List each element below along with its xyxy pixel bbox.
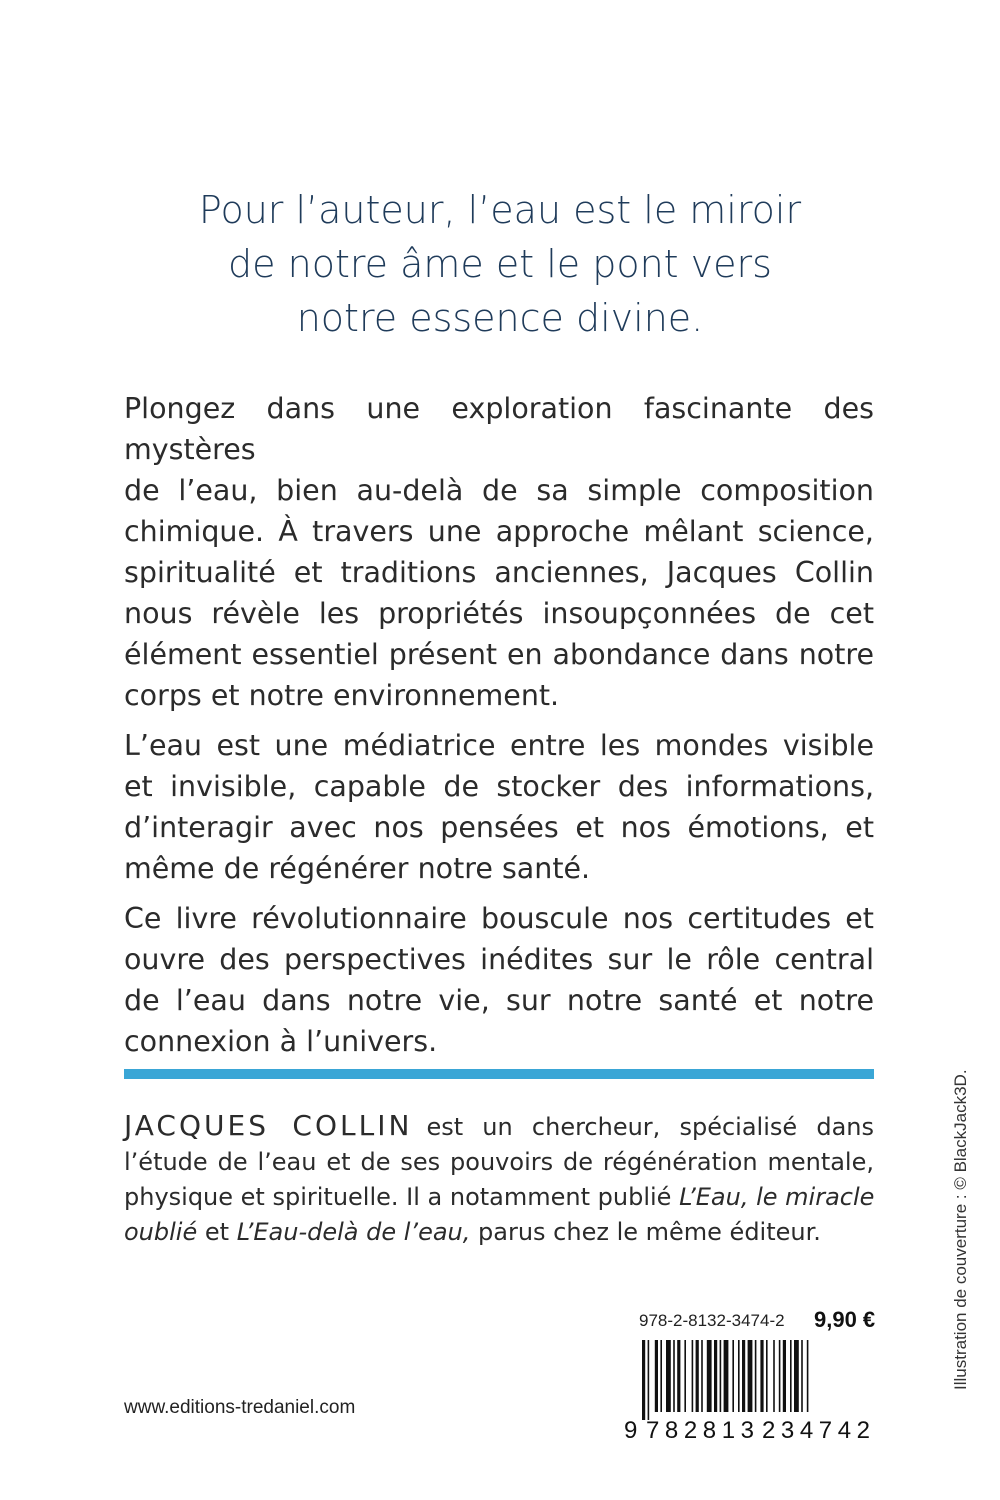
barcode	[620, 1340, 880, 1442]
bio-line	[124, 1215, 874, 1250]
text-line: spiritualité et traditions anciennes, Jacques Collin	[124, 556, 874, 589]
barcode-bar	[642, 1340, 645, 1420]
text-line: corps et notre environnement.	[124, 679, 560, 712]
text-line: Plongez dans une exploration fascinante des mystères	[124, 392, 874, 466]
bio-line: l’étude de l’eau et de ses pouvoirs de régénération mentale,	[124, 1148, 874, 1176]
barcode-bar	[801, 1340, 803, 1412]
book-title: oublié	[124, 1218, 198, 1246]
headline-quote	[100, 183, 900, 345]
barcode-bar	[714, 1340, 717, 1412]
barcode-bar	[742, 1340, 745, 1412]
bio-line	[124, 1180, 874, 1215]
barcode-bar	[760, 1340, 763, 1412]
headline-line: notre essence divine.	[296, 296, 704, 340]
price: 9,90 €	[814, 1307, 876, 1332]
barcode-bar	[707, 1340, 712, 1412]
barcode-bar	[773, 1340, 775, 1412]
text-line: nous révèle les propriétés insoupçonnées de cet	[124, 597, 874, 630]
barcode-bar	[766, 1340, 768, 1412]
author-bio	[124, 1108, 874, 1250]
text-line: Ce livre révolutionnaire bouscule nos certitudes et	[124, 902, 874, 935]
book-title: L’Eau, le miracle	[679, 1183, 875, 1211]
bio-text: est un chercheur, spécialisé dans	[426, 1113, 875, 1141]
barcode-bar	[660, 1340, 662, 1412]
barcode-bar	[701, 1340, 703, 1412]
barcode-bar	[677, 1340, 680, 1412]
blue-divider	[124, 1069, 874, 1079]
publisher-website[interactable]: www.editions-tredaniel.com	[124, 1397, 356, 1418]
barcode-bar	[692, 1340, 694, 1412]
text-line: même de régénérer notre santé.	[124, 852, 591, 885]
bio-text: physique et spirituelle. Il a notamment publié	[124, 1183, 672, 1211]
text-line: chimique. À travers une approche mêlant science,	[124, 515, 874, 548]
barcode-bar	[724, 1340, 729, 1412]
text-line: ouvre des perspectives inédites sur le rôle central	[124, 943, 874, 976]
text-line: connexion à l’univers.	[124, 1025, 438, 1058]
barcode-bar	[748, 1340, 753, 1412]
barcode-bar	[696, 1340, 699, 1412]
text-line: de l’eau dans notre vie, sur notre santé et notre	[124, 984, 874, 1017]
book-title: L’Eau-delà de l’eau,	[236, 1218, 471, 1246]
text-line: élément essentiel présent en abondance dans notre	[124, 638, 874, 671]
text-line: L’eau est une médiatrice entre les mondes visible	[124, 729, 874, 762]
bio-text: parus chez le même éditeur.	[478, 1218, 821, 1246]
bio-text: et	[204, 1218, 230, 1246]
barcode-bar	[666, 1340, 671, 1412]
cover-credit: Illustration de couverture : © BlackJack3D.	[951, 1069, 970, 1390]
barcode-bar	[755, 1340, 757, 1412]
barcode-group-2: 234742	[762, 1417, 870, 1442]
barcode-bar	[732, 1340, 734, 1412]
barcode-bar	[655, 1340, 658, 1412]
barcode-bar	[807, 1340, 809, 1412]
barcode-group-1: 782813	[646, 1417, 754, 1442]
barcode-first-digit: 9	[624, 1417, 638, 1442]
text-line: et invisible, capable de stocker des informations,	[124, 770, 874, 803]
barcode-bar	[790, 1340, 792, 1412]
barcode-bar	[794, 1340, 799, 1412]
description-paragraph	[124, 898, 874, 1062]
barcode-bars	[642, 1340, 808, 1420]
barcode-bar	[684, 1340, 686, 1412]
barcode-bar	[738, 1340, 740, 1412]
text-line: de l’eau, bien au-delà de sa simple composition	[124, 474, 874, 507]
barcode-bar	[783, 1340, 786, 1412]
barcode-bar	[720, 1340, 722, 1412]
description-paragraph	[124, 388, 874, 716]
description-paragraph	[124, 725, 874, 889]
author-name: JACQUES COLLIN	[124, 1109, 413, 1142]
description	[124, 388, 874, 1071]
headline-line: Pour l’auteur, l’eau est le miroir	[198, 188, 802, 232]
barcode-bar	[673, 1340, 675, 1412]
barcode-bar	[648, 1340, 650, 1420]
bio-line	[124, 1108, 874, 1145]
isbn: 978-2-8132-3474-2	[639, 1311, 785, 1330]
headline-line: de notre âme et le pont vers	[228, 242, 772, 286]
barcode-bar	[779, 1340, 781, 1412]
text-line: d’interagir avec nos pensées et nos émotions, et	[124, 811, 874, 844]
